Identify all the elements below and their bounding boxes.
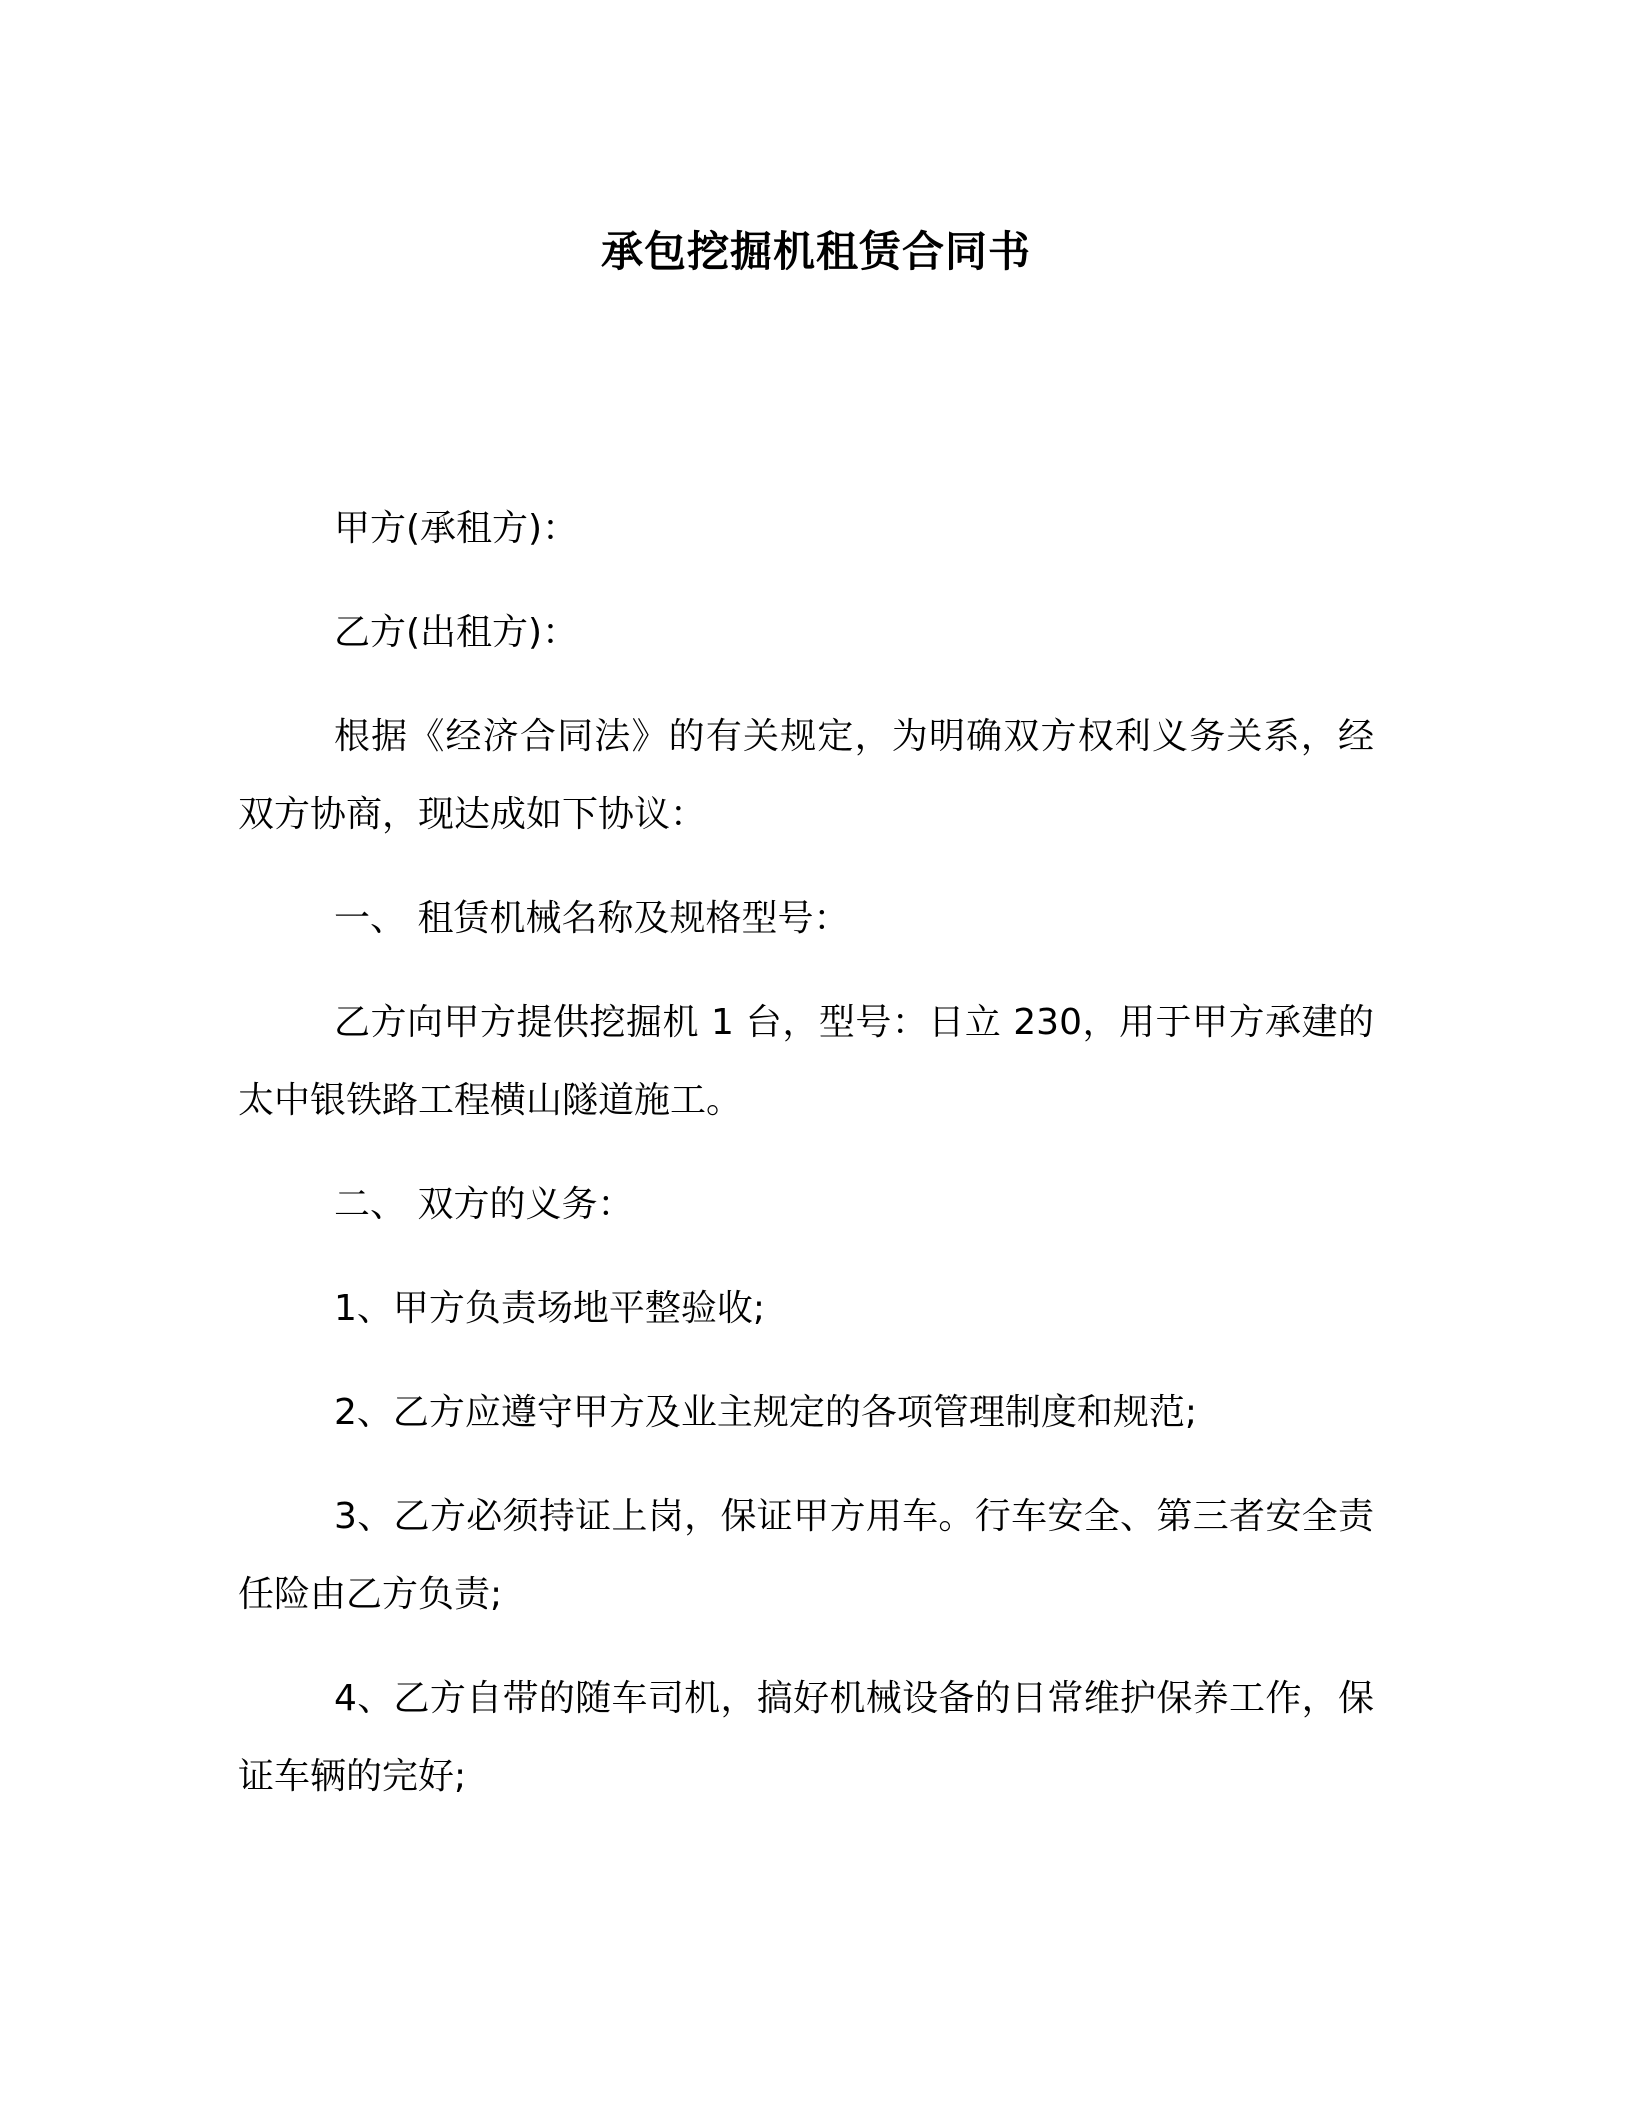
- section-heading-1: 一、 租赁机械名称及规格型号：: [334, 898, 850, 939]
- obligation-item-2: 2、乙方应遵守甲方及业主规定的各项管理制度和规范;: [334, 1392, 1198, 1433]
- preamble-paragraph: 根据《经济合同法》的有关规定，为明确双方权利义务关系，经双方协商，现达成如下协议：: [238, 716, 1374, 835]
- party-b-line: 乙方(出租方)：: [334, 612, 579, 653]
- obligation-item-3: 3、乙方必须持证上岗，保证甲方用车。行车安全、第三者安全责任险由乙方负责;: [238, 1496, 1374, 1615]
- section-heading-2: 二、 双方的义务：: [334, 1184, 634, 1225]
- document-title: 承包挖掘机租赁合同书: [600, 227, 1031, 276]
- equipment-paragraph: 乙方向甲方提供挖掘机 1 台，型号：日立 230，用于甲方承建的太中银铁路工程横山隧道施工。: [238, 1002, 1374, 1121]
- obligation-item-4: 4、乙方自带的随车司机，搞好机械设备的日常维护保养工作，保证车辆的完好;: [238, 1678, 1374, 1797]
- party-a-line: 甲方(承租方)：: [334, 508, 579, 549]
- document-body: [238, 490, 1374, 1842]
- obligation-item-1: 1、甲方负责场地平整验收;: [334, 1288, 766, 1329]
